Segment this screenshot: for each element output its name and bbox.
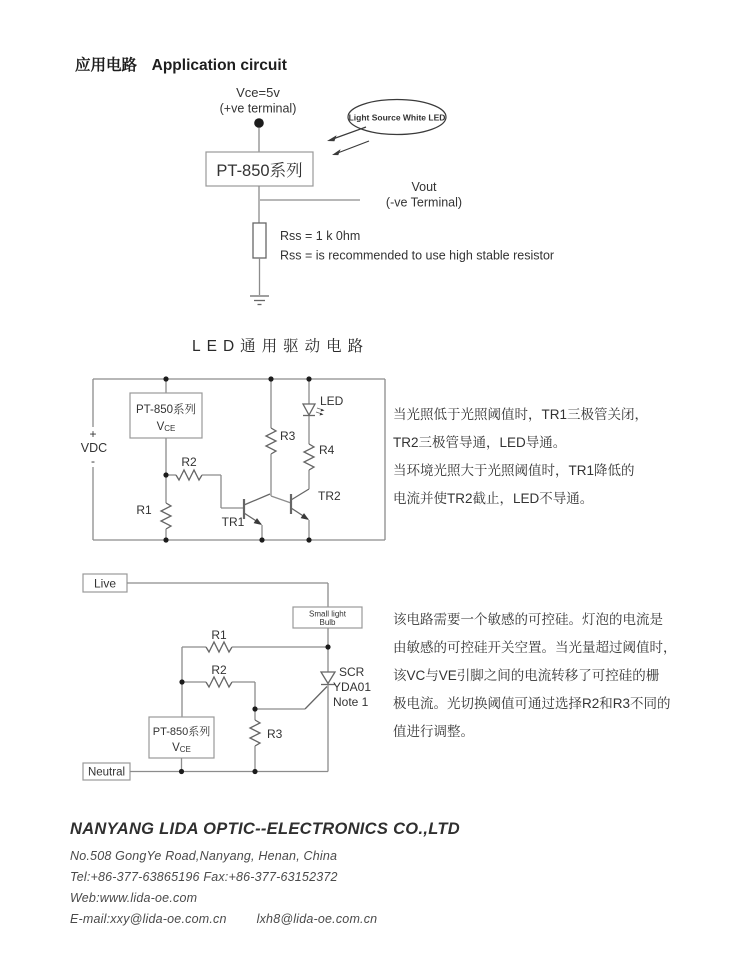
bulb-label-line1: Small light	[309, 609, 346, 619]
junction-dot	[252, 706, 257, 711]
page-title-zh: 应用电路	[75, 57, 138, 74]
description-line: 当光照低于光照阈值时，TR1三极管关闭，	[393, 407, 649, 422]
company-web: Web:www.lida-oe.com	[70, 891, 198, 905]
junction-dot	[179, 769, 184, 774]
rss-note-label: Rss = is recommended to use high stable resistor	[280, 248, 555, 263]
junction-dot	[259, 537, 264, 542]
resistor-r2-symbol	[206, 677, 232, 687]
company-email-2: lxh8@lida-oe.com.cn	[256, 912, 378, 926]
junction-dot	[179, 679, 184, 684]
bulb-label-line2: Bulb	[319, 618, 336, 627]
pt850-vce-label: VCE	[156, 421, 176, 433]
description-line: 电流并使TR2截止，LED不导通。	[393, 491, 594, 506]
description-line: 当环境光照大于光照阈值时，TR1降低的	[393, 463, 635, 478]
pt850-sensor-label: PT-850系列	[135, 404, 197, 416]
description-line: 由敏感的可控硅开关空置。当光量超过阈值时，	[393, 640, 677, 655]
transistor-tr2-symbol	[291, 470, 309, 540]
vdc-plus-label: +	[89, 427, 97, 441]
pt850-device-label: PT-850系列	[216, 162, 303, 180]
ground-symbol-icon	[250, 296, 269, 305]
live-label: Live	[93, 576, 117, 591]
scr-label: SCR	[339, 665, 365, 679]
r2-right-wire	[202, 475, 244, 508]
r2-label: R2	[211, 663, 227, 677]
footer	[70, 820, 460, 926]
positive-terminal-label: (+ve terminal)	[219, 101, 297, 116]
tr2-label: TR2	[318, 489, 341, 503]
rss-value-label: Rss = 1 k 0hm	[280, 229, 361, 243]
application-circuit-diagram	[80, 80, 640, 312]
scr-circuit-description	[393, 606, 733, 746]
junction-dot	[163, 472, 168, 477]
description-line: 该电路需要一个敏感的可控硅。灯泡的电流是	[393, 612, 663, 627]
description-line: 该VC与VE引脚之间的电流转移了可控硅的栅	[393, 668, 660, 683]
junction-dot	[163, 376, 168, 381]
resistor-r3-symbol	[266, 428, 276, 454]
junction-dot	[252, 769, 257, 774]
pt850-sensor-label: PT-850系列	[152, 726, 211, 738]
junction-dot	[268, 376, 273, 381]
r3-label: R3	[267, 727, 283, 741]
company-address: No.508 GongYe Road,Nanyang, Henan, China	[70, 849, 338, 863]
company-tel-fax: Tel:+86-377-63865196 Fax:+86-377-63152372	[70, 870, 338, 884]
transistor-tr1-symbol	[244, 494, 270, 540]
led-drive-circuit-diagram	[80, 372, 400, 554]
led-circuit-description	[393, 401, 733, 513]
supply-terminal-dot	[254, 118, 264, 128]
r1-label: R1	[136, 503, 152, 517]
led-label: LED	[320, 394, 344, 408]
supply-voltage-label: Vce=5v	[236, 85, 280, 100]
junction-dot	[306, 537, 311, 542]
company-email-line	[70, 912, 460, 926]
r2-label: R2	[181, 455, 197, 469]
tr1-label: TR1	[221, 515, 245, 529]
vdc-minus-label: -	[91, 454, 95, 468]
company-name: NANYANG LIDA OPTIC--ELECTRONICS CO.,LTD	[70, 820, 460, 838]
vdc-label: VDC	[80, 441, 108, 455]
resistor-r3-symbol	[250, 720, 260, 746]
resistor-r4-symbol	[304, 444, 314, 470]
page-title-en: Application circuit	[151, 57, 287, 74]
company-email-1: E-mail:xxy@lida-oe.com.cn	[70, 912, 227, 926]
live-wire	[127, 583, 328, 607]
neutral-label: Neutral	[87, 766, 126, 779]
description-line: TR2三极管导通，LED导通。	[393, 435, 567, 450]
junction-dot	[163, 537, 168, 542]
resistor-r1-symbol	[206, 642, 232, 652]
resistor-r1-symbol	[161, 503, 171, 529]
vout-label: Vout	[411, 180, 437, 194]
r3-bottom-wire	[271, 454, 291, 503]
light-source-label: Light Source White LED	[348, 112, 446, 123]
scr-note-label: Note 1	[333, 695, 369, 709]
r3-label: R3	[280, 429, 296, 443]
page-title	[75, 53, 287, 75]
pt850-vce-label: VCE	[172, 742, 191, 754]
led-drive-section-title: LED通用驱动电路	[192, 338, 370, 355]
scr-symbol	[305, 672, 335, 772]
scr-lamp-circuit-diagram	[75, 565, 405, 790]
scr-model-label: YDA01	[333, 680, 372, 694]
resistor-r2-symbol	[176, 470, 202, 480]
light-ray-arrows-icon	[327, 127, 369, 155]
rss-resistor-symbol	[253, 223, 266, 258]
r1-label: R1	[211, 628, 227, 642]
junction-dot	[306, 376, 311, 381]
junction-dot	[325, 644, 330, 649]
negative-terminal-label: (-ve Terminal)	[385, 195, 463, 210]
description-line: 值进行调整。	[393, 724, 474, 739]
r4-label: R4	[319, 443, 335, 457]
description-line: 极电流。光切换阈值可通过选择R2和R3不同的	[393, 696, 671, 711]
r2-right-wire	[232, 682, 305, 709]
